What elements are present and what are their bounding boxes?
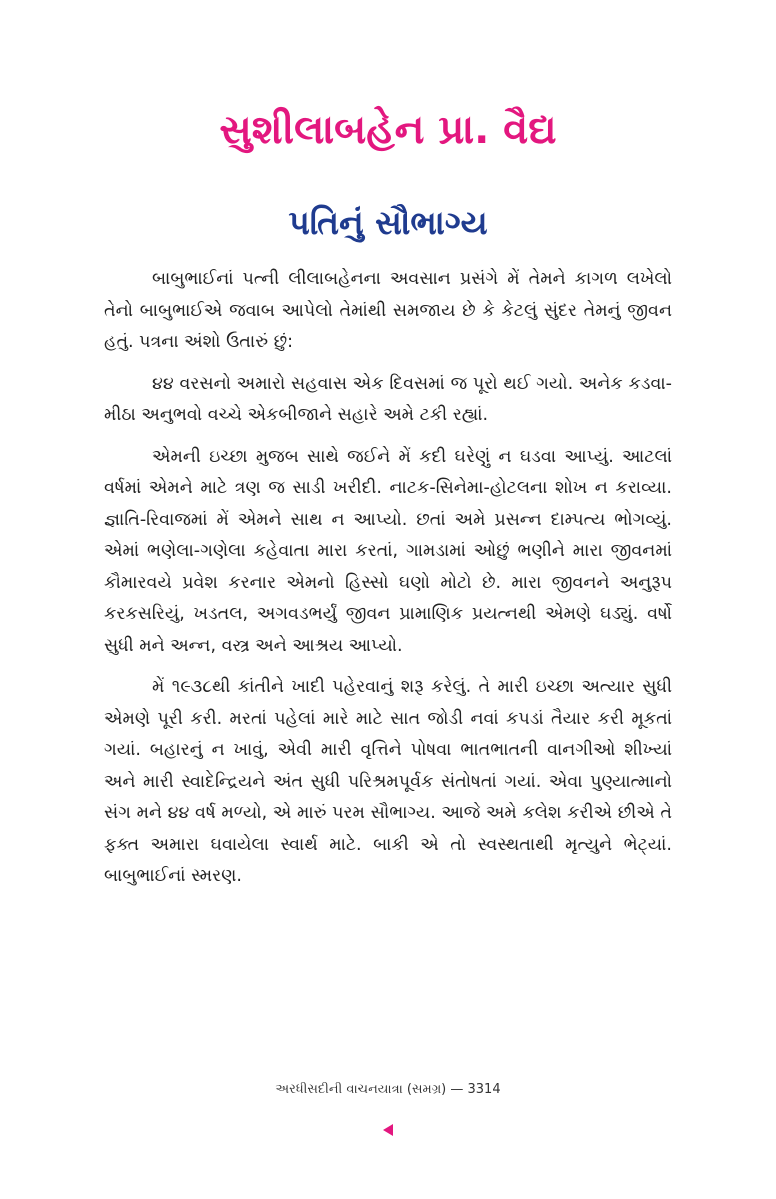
paragraph-letter-1: ૪૪ વરસનો અમારો સહવાસ એક દિવસમાં જ પૂરો થઈ ગયો. અનેક કડવા-મીઠા અનુભવો વચ્ચે એકબીજાને સહારે અમે ટકી રહ્યાં. bbox=[104, 373, 672, 425]
page-footer: અરધીસદીની વાચનયાત્રા (સમગ્ર) — 3314 bbox=[275, 1082, 501, 1097]
article-title: પતિનું સૌભાગ્ય bbox=[288, 203, 488, 242]
author-name: સુશીલાબહેન પ્રા. વૈદ્ય bbox=[219, 107, 557, 153]
triangle-left-icon bbox=[381, 1123, 395, 1137]
paragraph-letter-3: મેં ૧૯૩૮થી કાંતીને ખાદી પહેરવાનું શરૂ કરેલું. તે મારી ઇચ્છા અત્યાર સુધી એમણે પૂરી કરી. મરતાં પહેલાં મારે માટે સાત જોડી નવાં કપડાં તૈયાર કરી મૂકતાં ગયાં. બહારનું ન ખાવું, એવી મારી વૃત્તિને પોષવા ભાતભાતની વાનગીઓ શીખ્યાં અને મારી સ્વાદેન્દ્રિયને અંત સુધી પરિશ્રમપૂર્વક સંતોષતાં ગયાં. એવા પુણ્યાત્માનો સંગ મને ૪૪ વર્ષ મળ્યો, એ મારું પરમ સૌભાગ્ય. આજે અમે કલેશ કરીએ છીએ તે ફક્ત અમારા ઘવાયેલા સ્વાર્થ માટે. બાકી એ તો સ્વસ્થતાથી મૃત્યુને ભેટ્યાં. બાબુભાઈનાં સ્મરણ. bbox=[104, 677, 672, 886]
paragraph-letter-2: એમની ઇચ્છા મુજબ સાથે જઈને મેં કદી ઘરેણું ન ઘડવા આપ્યું. આટલાં વર્ષમાં એમને માટે ત્રણ જ સાડી ખરીદી. નાટક-સિનેમા-હોટલના શોખ ન કરાવ્યા. જ્ઞાતિ-રિવાજમાં મેં એમને સાથ ન આપ્યો. છતાં અમે પ્રસન્ન દામ્પત્ય ભોગવ્યું. એમાં ભણેલા-ગણેલા કહેવાતા મારા કરતાં, ગામડામાં ઓછું ભણીને મારા જીવનમાં કૌમારવયે પ્રવેશ કરનાર એમનો હિસ્સો ઘણો મોટો છે. મારા જીવનને અનુરૂપ કરકસરિયું, ખડતલ, અગવડભર્યું જીવન પ્રામાણિક પ્રયત્નથી એમણે ઘડ્યું. વર્ષો સુધી મને અન્ન, વસ્ત્ર અને આશ્રય આપ્યો. bbox=[104, 446, 672, 656]
article-body bbox=[104, 264, 672, 903]
previous-page-button[interactable] bbox=[376, 1118, 400, 1142]
paragraph-intro: બાબુભાઈનાં પત્ની લીલાબહેનના અવસાન પ્રસંગે મેં તેમને કાગળ લખેલો તેનો બાબુભાઈએ જવાબ આપેલો તેમાંથી સમજાય છે કે કેટલું સુંદર તેમનું જીવન હતું. પત્રના અંશો ઉતારું છું: bbox=[104, 269, 672, 352]
